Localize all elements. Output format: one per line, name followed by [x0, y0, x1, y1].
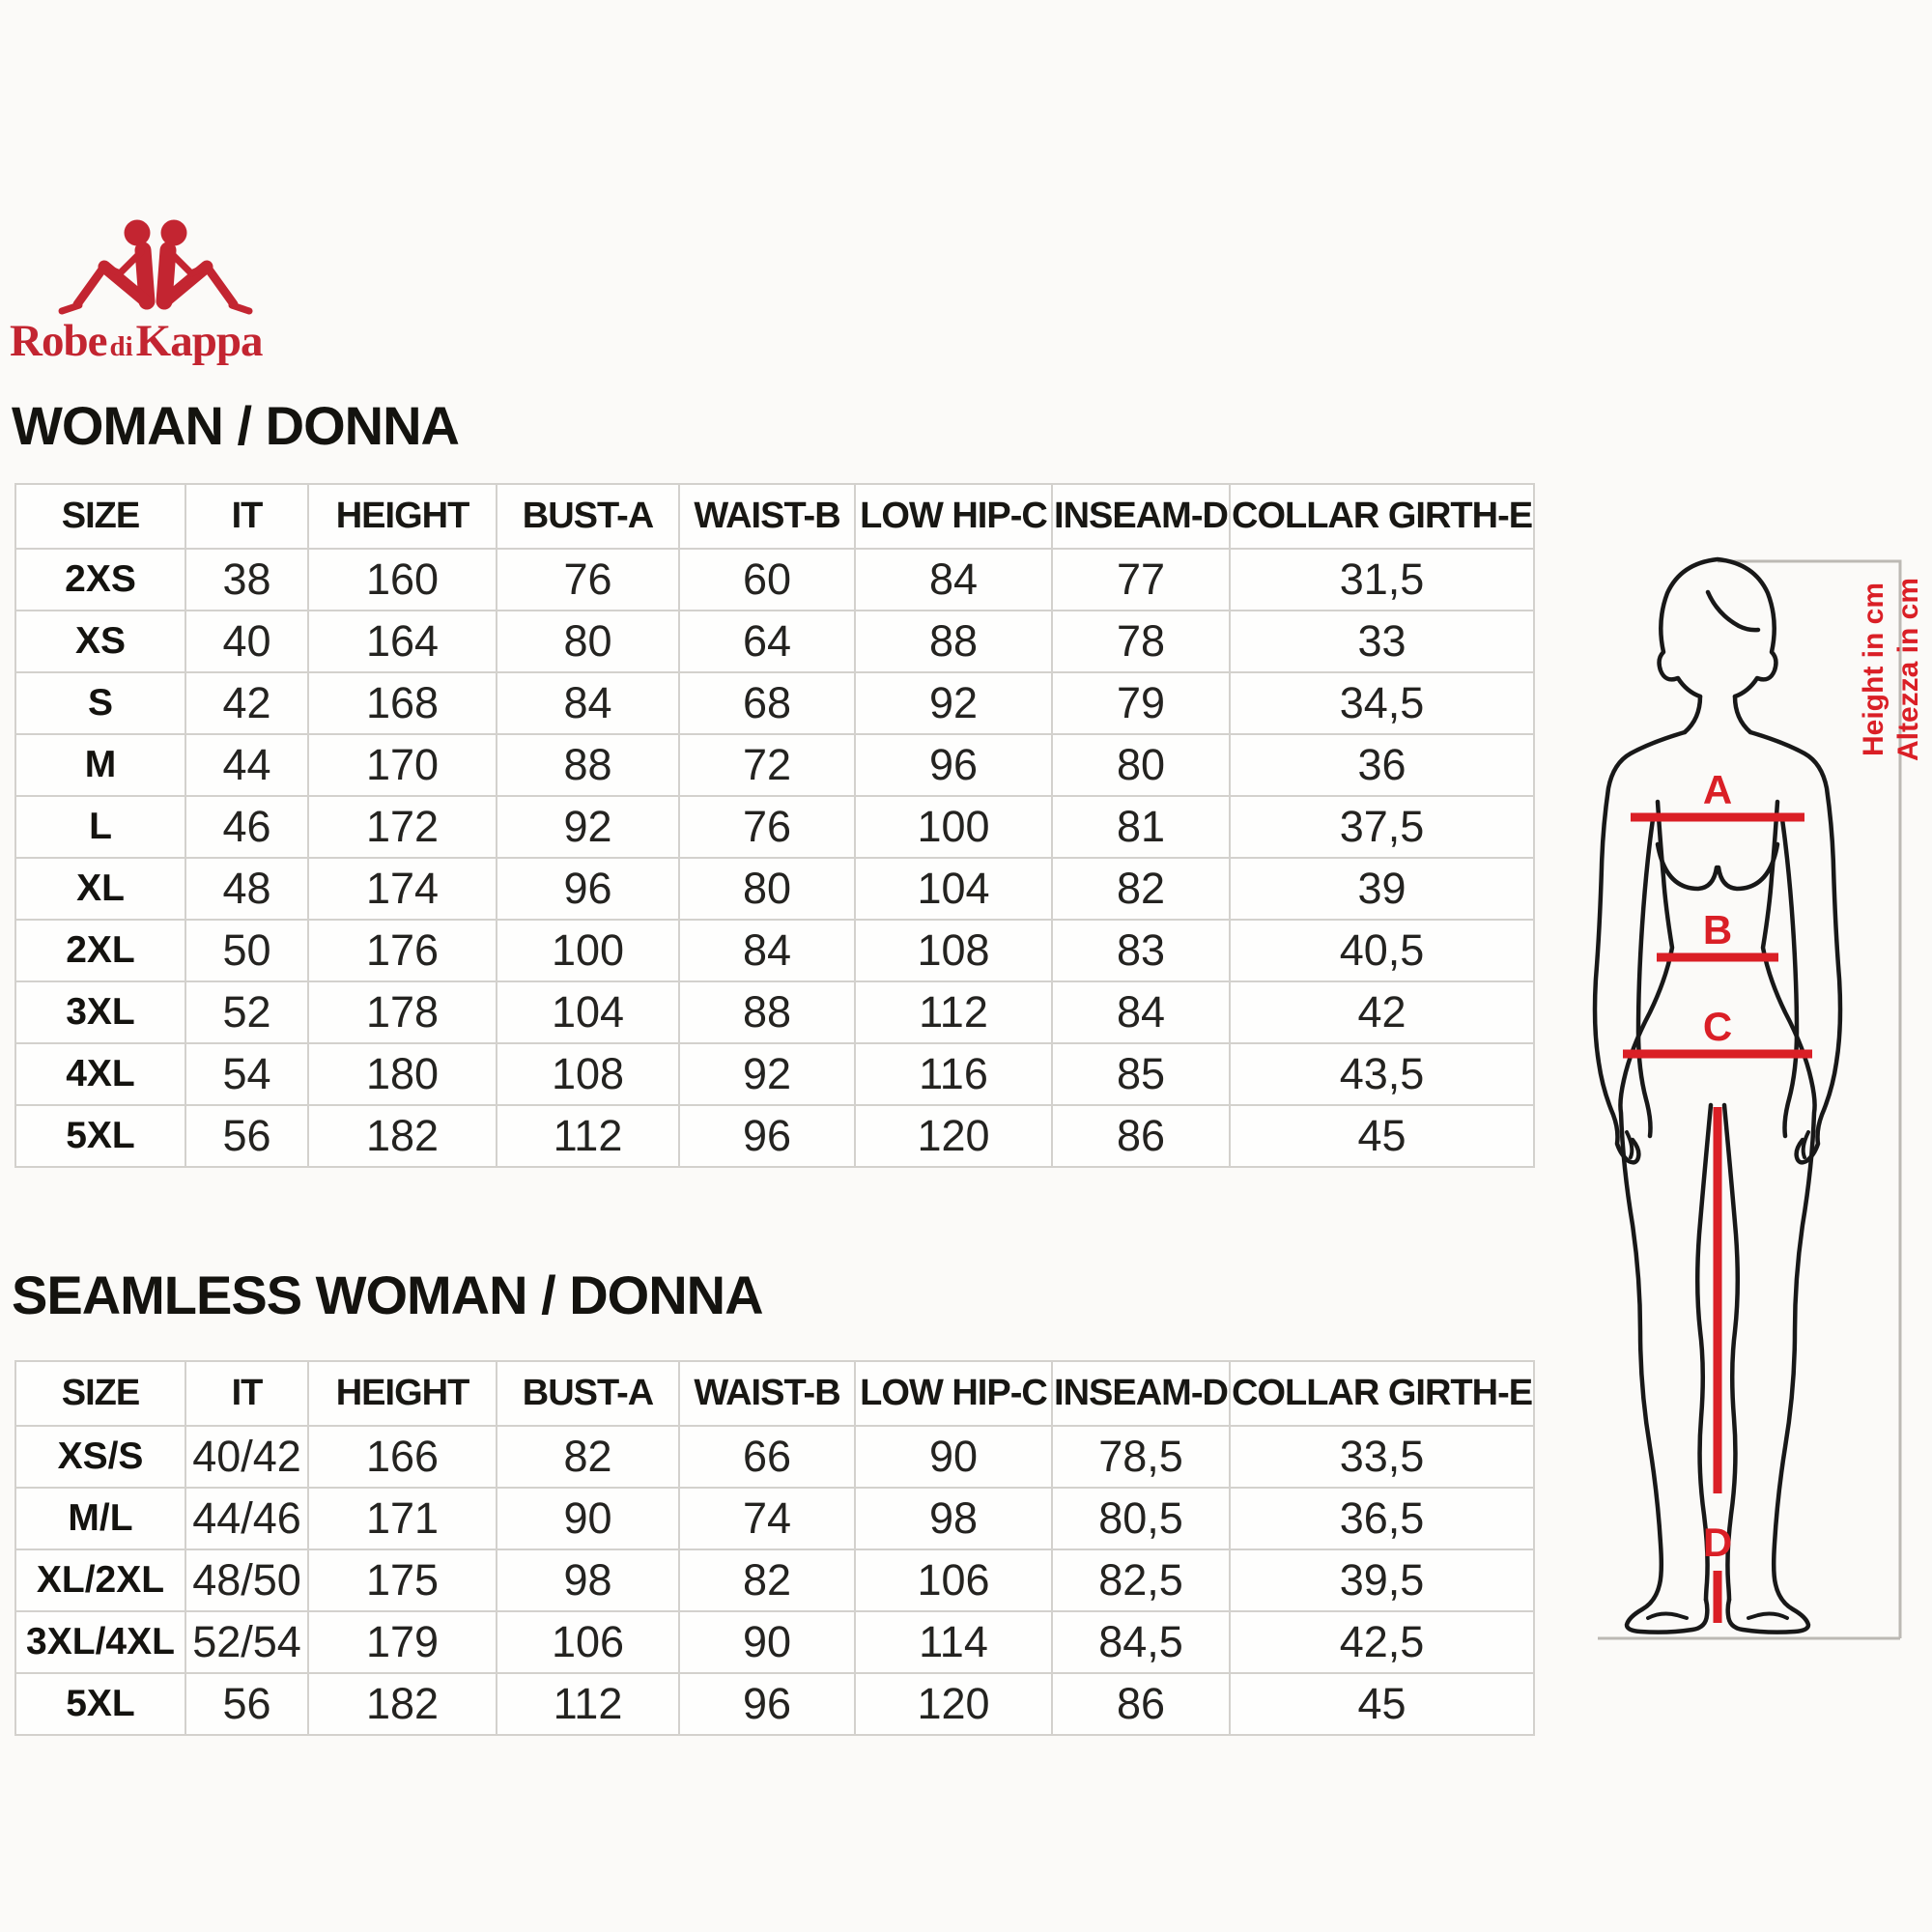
- measure-cell: 52: [185, 981, 308, 1043]
- measure-cell: 96: [679, 1673, 855, 1735]
- table-row: [15, 734, 1534, 796]
- measure-cell: 182: [308, 1673, 497, 1735]
- size-cell: 3XL: [15, 981, 185, 1043]
- measure-cell: 88: [679, 981, 855, 1043]
- measure-cell: 83: [1052, 920, 1230, 981]
- measure-cell: 78,5: [1052, 1426, 1230, 1488]
- measure-cell: 86: [1052, 1673, 1230, 1735]
- measure-cell: 39: [1230, 858, 1534, 920]
- height-bracket: [1598, 561, 1900, 1638]
- measure-cell: 77: [1052, 549, 1230, 611]
- measure-cell: 168: [308, 672, 497, 734]
- measure-cell: 80: [1052, 734, 1230, 796]
- column-header: WAIST-B: [679, 484, 855, 549]
- measure-cell: 72: [679, 734, 855, 796]
- column-header: LOW HIP-C: [855, 1361, 1052, 1426]
- size-cell: M/L: [15, 1488, 185, 1549]
- inseam-label-d: D: [1702, 1520, 1733, 1565]
- body-measurement-diagram: [1563, 413, 1932, 1698]
- brand-wordmark: [10, 316, 299, 366]
- measure-cell: 43,5: [1230, 1043, 1534, 1105]
- hip-label-c: C: [1702, 1004, 1733, 1049]
- measure-cell: 172: [308, 796, 497, 858]
- measure-cell: 82: [1052, 858, 1230, 920]
- measure-cell: 36,5: [1230, 1488, 1534, 1549]
- section-title-seamless-woman: SEAMLESS WOMAN / DONNA: [12, 1264, 763, 1325]
- measure-cell: 82: [497, 1426, 679, 1488]
- section-title-woman: WOMAN / DONNA: [12, 395, 459, 456]
- column-header: INSEAM-D: [1052, 1361, 1230, 1426]
- column-header: HEIGHT: [308, 1361, 497, 1426]
- brand-word-kappa: Kappa: [135, 316, 263, 366]
- column-header: BUST-A: [497, 1361, 679, 1426]
- measure-cell: 92: [855, 672, 1052, 734]
- measure-cell: 64: [679, 611, 855, 672]
- measure-cell: 96: [679, 1105, 855, 1167]
- brand-word-di: di: [109, 331, 133, 362]
- measure-cell: 112: [497, 1673, 679, 1735]
- measure-cell: 76: [497, 549, 679, 611]
- table-row: [15, 920, 1534, 981]
- measure-cell: 180: [308, 1043, 497, 1105]
- measure-cell: 112: [497, 1105, 679, 1167]
- brand-word-robe: Robe: [10, 316, 107, 366]
- measure-cell: 174: [308, 858, 497, 920]
- measure-cell: 100: [497, 920, 679, 981]
- measure-cell: 176: [308, 920, 497, 981]
- table-row: [15, 1549, 1534, 1611]
- column-header: LOW HIP-C: [855, 484, 1052, 549]
- measure-cell: 160: [308, 549, 497, 611]
- size-cell: 5XL: [15, 1673, 185, 1735]
- measure-cell: 108: [855, 920, 1052, 981]
- measure-cell: 104: [855, 858, 1052, 920]
- column-header: SIZE: [15, 1361, 185, 1426]
- measure-cell: 56: [185, 1673, 308, 1735]
- size-cell: XS: [15, 611, 185, 672]
- measure-cell: 182: [308, 1105, 497, 1167]
- measure-cell: 170: [308, 734, 497, 796]
- measure-cell: 45: [1230, 1105, 1534, 1167]
- table-row: [15, 611, 1534, 672]
- measure-cell: 98: [497, 1549, 679, 1611]
- woman-size-table: [14, 483, 1535, 1168]
- measure-cell: 48: [185, 858, 308, 920]
- column-header: WAIST-B: [679, 1361, 855, 1426]
- measure-cell: 92: [679, 1043, 855, 1105]
- table-row: [15, 981, 1534, 1043]
- size-cell: XS/S: [15, 1426, 185, 1488]
- column-header: IT: [185, 484, 308, 549]
- height-in-cm-label: Height in cm: [1858, 582, 1889, 757]
- column-header: COLLAR GIRTH-E: [1230, 484, 1534, 549]
- measure-cell: 76: [679, 796, 855, 858]
- measure-cell: 66: [679, 1426, 855, 1488]
- measure-cell: 84: [1052, 981, 1230, 1043]
- measure-cell: 108: [497, 1043, 679, 1105]
- measure-cell: 79: [1052, 672, 1230, 734]
- measure-cell: 84: [679, 920, 855, 981]
- measure-cell: 88: [497, 734, 679, 796]
- seamless-woman-size-table: [14, 1360, 1535, 1736]
- measure-cell: 106: [497, 1611, 679, 1673]
- measure-cell: 84,5: [1052, 1611, 1230, 1673]
- measure-cell: 90: [497, 1488, 679, 1549]
- measure-cell: 80,5: [1052, 1488, 1230, 1549]
- column-header: HEIGHT: [308, 484, 497, 549]
- table-row: [15, 858, 1534, 920]
- measure-cell: 56: [185, 1105, 308, 1167]
- measure-cell: 44/46: [185, 1488, 308, 1549]
- measure-cell: 179: [308, 1611, 497, 1673]
- measure-cell: 92: [497, 796, 679, 858]
- measure-cell: 33,5: [1230, 1426, 1534, 1488]
- measure-cell: 82: [679, 1549, 855, 1611]
- female-body-outline-icon: [1563, 413, 1932, 1698]
- measure-cell: 33: [1230, 611, 1534, 672]
- measure-cell: 80: [679, 858, 855, 920]
- size-cell: XL: [15, 858, 185, 920]
- column-header: IT: [185, 1361, 308, 1426]
- kappa-logo-icon: [56, 207, 255, 323]
- measure-cell: 100: [855, 796, 1052, 858]
- table-row: [15, 1611, 1534, 1673]
- measure-cell: 90: [855, 1426, 1052, 1488]
- measure-cell: 175: [308, 1549, 497, 1611]
- measure-cell: 96: [855, 734, 1052, 796]
- measure-cell: 166: [308, 1426, 497, 1488]
- bust-label-a: A: [1702, 767, 1733, 812]
- measure-cell: 36: [1230, 734, 1534, 796]
- measure-cell: 40: [185, 611, 308, 672]
- measure-cell: 42: [1230, 981, 1534, 1043]
- back-to-back-figures-icon: [56, 207, 255, 323]
- measure-cell: 42: [185, 672, 308, 734]
- table-row: [15, 1488, 1534, 1549]
- measure-cell: 116: [855, 1043, 1052, 1105]
- size-cell: 5XL: [15, 1105, 185, 1167]
- measure-cell: 96: [497, 858, 679, 920]
- measure-cell: 120: [855, 1673, 1052, 1735]
- measure-cell: 171: [308, 1488, 497, 1549]
- measure-cell: 34,5: [1230, 672, 1534, 734]
- table-row: [15, 1105, 1534, 1167]
- size-cell: 2XL: [15, 920, 185, 981]
- column-header: INSEAM-D: [1052, 484, 1230, 549]
- measure-cell: 54: [185, 1043, 308, 1105]
- measure-cell: 178: [308, 981, 497, 1043]
- waist-label-b: B: [1702, 907, 1733, 952]
- measure-cell: 78: [1052, 611, 1230, 672]
- measure-cell: 38: [185, 549, 308, 611]
- table-row: [15, 1426, 1534, 1488]
- table-row: [15, 796, 1534, 858]
- measure-cell: 74: [679, 1488, 855, 1549]
- size-cell: 2XS: [15, 549, 185, 611]
- size-cell: S: [15, 672, 185, 734]
- column-header: SIZE: [15, 484, 185, 549]
- table-row: [15, 1043, 1534, 1105]
- measure-cell: 52/54: [185, 1611, 308, 1673]
- measure-cell: 164: [308, 611, 497, 672]
- measure-cell: 40/42: [185, 1426, 308, 1488]
- column-header: BUST-A: [497, 484, 679, 549]
- measure-cell: 120: [855, 1105, 1052, 1167]
- measure-cell: 84: [497, 672, 679, 734]
- measure-cell: 85: [1052, 1043, 1230, 1105]
- header-row: [15, 1361, 1534, 1426]
- measure-cell: 112: [855, 981, 1052, 1043]
- measure-cell: 114: [855, 1611, 1052, 1673]
- measure-cell: 98: [855, 1488, 1052, 1549]
- measure-cell: 88: [855, 611, 1052, 672]
- header-row: [15, 484, 1534, 549]
- altezza-in-cm-label: Altezza in cm: [1892, 577, 1924, 762]
- measure-cell: 48/50: [185, 1549, 308, 1611]
- measure-cell: 50: [185, 920, 308, 981]
- measure-cell: 68: [679, 672, 855, 734]
- size-cell: M: [15, 734, 185, 796]
- measure-cell: 84: [855, 549, 1052, 611]
- measure-cell: 60: [679, 549, 855, 611]
- measure-cell: 44: [185, 734, 308, 796]
- measure-cell: 46: [185, 796, 308, 858]
- measure-cell: 39,5: [1230, 1549, 1534, 1611]
- table-row: [15, 549, 1534, 611]
- measure-cell: 82,5: [1052, 1549, 1230, 1611]
- measure-cell: 81: [1052, 796, 1230, 858]
- measure-cell: 90: [679, 1611, 855, 1673]
- measure-cell: 80: [497, 611, 679, 672]
- size-cell: XL/2XL: [15, 1549, 185, 1611]
- measure-cell: 37,5: [1230, 796, 1534, 858]
- size-cell: 3XL/4XL: [15, 1611, 185, 1673]
- measure-cell: 45: [1230, 1673, 1534, 1735]
- measure-cell: 106: [855, 1549, 1052, 1611]
- size-cell: 4XL: [15, 1043, 185, 1105]
- size-cell: L: [15, 796, 185, 858]
- measure-cell: 104: [497, 981, 679, 1043]
- measure-cell: 31,5: [1230, 549, 1534, 611]
- measure-cell: 86: [1052, 1105, 1230, 1167]
- table-row: [15, 672, 1534, 734]
- table-row: [15, 1673, 1534, 1735]
- measure-cell: 42,5: [1230, 1611, 1534, 1673]
- measure-cell: 40,5: [1230, 920, 1534, 981]
- column-header: COLLAR GIRTH-E: [1230, 1361, 1534, 1426]
